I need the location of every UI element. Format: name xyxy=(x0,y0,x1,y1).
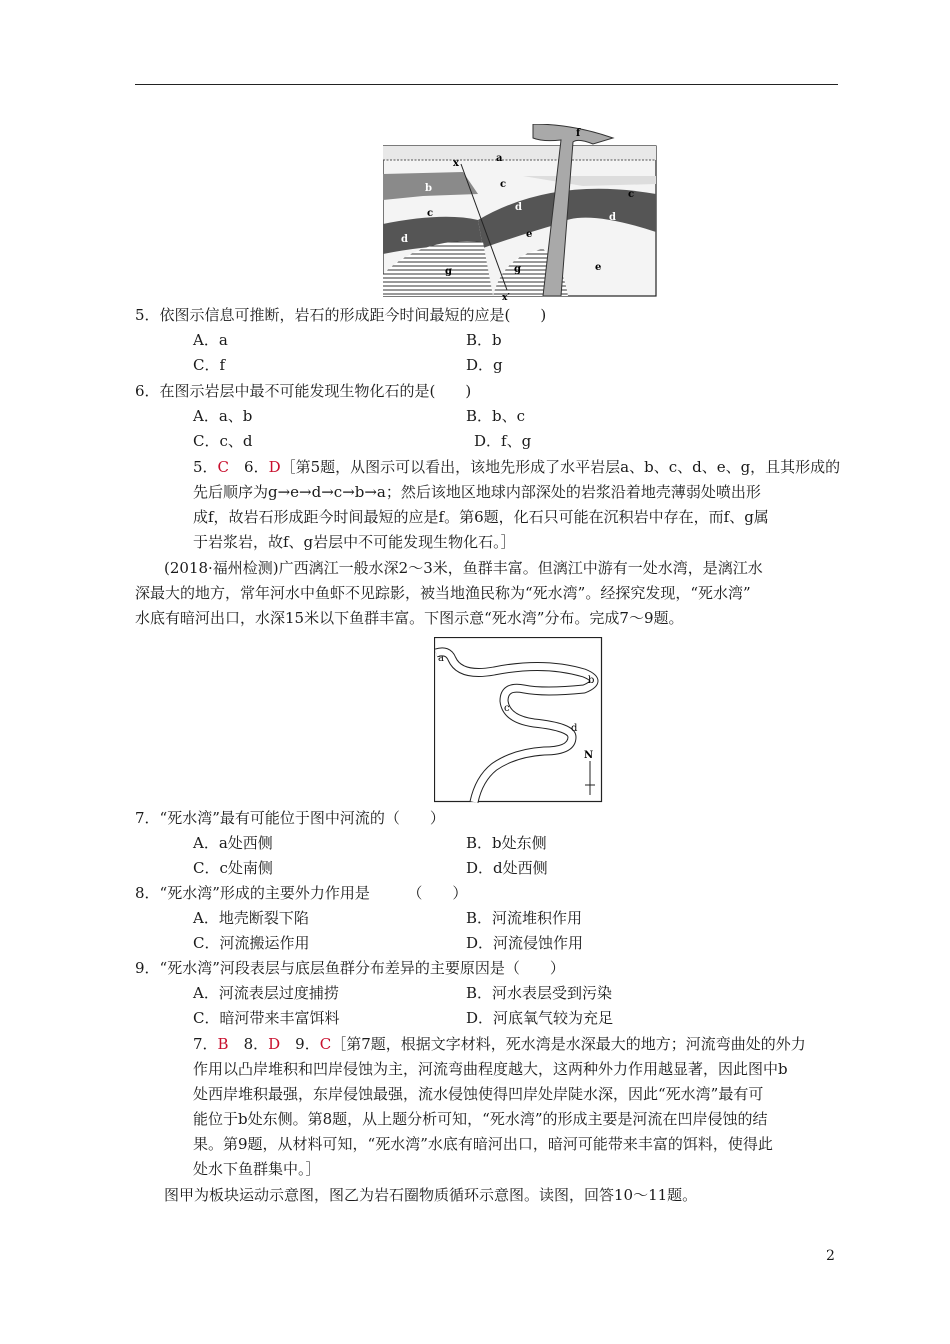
fig1-label-g-right: g xyxy=(514,264,521,275)
fig1-label-a: a xyxy=(496,153,503,164)
fig1-label-e-center: e xyxy=(526,229,533,240)
answer-8-prefix: 8． xyxy=(228,1035,269,1053)
q5-option-a: A．a xyxy=(193,331,228,349)
header-rule xyxy=(135,84,838,85)
answer-7-9-line5: 果。第9题，从材料可知，“死水湾”水底有暗河出口，暗河可能带来丰富的饵料，使得此 xyxy=(193,1135,773,1153)
answer-9-prefix: 9． xyxy=(280,1035,320,1053)
q8-option-b: B．河流堆积作用 xyxy=(466,909,583,927)
answer-7-9-line1 xyxy=(193,1034,806,1054)
fig1-label-d-right: d xyxy=(609,212,616,223)
fig1-label-b: b xyxy=(425,183,432,194)
q7-option-b: B．b处东侧 xyxy=(466,834,547,852)
q9-option-b: B．河水表层受到污染 xyxy=(466,984,613,1002)
fig1-label-c-right: c xyxy=(628,189,635,200)
q7-option-a: A．a处西侧 xyxy=(193,834,273,852)
q8-option-a: A．地壳断裂下陷 xyxy=(193,909,309,927)
fig2-label-c: c xyxy=(504,703,510,714)
answer-5-6-line2: 先后顺序为g→e→d→c→b→a；然后该地区地球内部深处的岩浆沿着地壳薄弱处喷出形 xyxy=(193,483,761,501)
answer-7-9-line4: 能位于b处东侧。第8题，从上题分析可知，“死水湾”的形成主要是河流在凹岸侵蚀的结 xyxy=(193,1110,768,1128)
answer-5-prefix: 5． xyxy=(193,458,218,476)
fig1-label-f: f xyxy=(576,128,581,139)
fig1-label-x-prime: x′ xyxy=(502,293,510,300)
q8-option-c: C．河流搬运作用 xyxy=(193,934,310,952)
fig1-label-g-left: g xyxy=(445,266,452,277)
fig1-label-x: x xyxy=(453,158,459,169)
q5-stem: 5．依图示信息可推断，岩石的形成距今时间最短的应是( ) xyxy=(135,306,547,324)
answer-5-6-line1 xyxy=(193,457,840,477)
q5-option-b: B．b xyxy=(466,331,502,349)
q6-option-d: D．f、g xyxy=(474,432,532,450)
answer-7: B xyxy=(217,1035,229,1053)
explanation-7-9-start: ［第7题，根据文字材料，死水湾是水深最大的地方；河流弯曲处的外力 xyxy=(331,1035,806,1053)
page-number: 2 xyxy=(826,1248,835,1264)
q6-stem: 6．在图示岩层中最不可能发现生物化石的是( ) xyxy=(135,382,472,400)
answer-5-6-line4: 于岩浆岩，故f、g岩层中不可能发现生物化石。］ xyxy=(193,533,516,551)
q9-stem: 9．“死水湾”河段表层与底层鱼群分布差异的主要原因是（ ） xyxy=(135,959,565,977)
q7-stem: 7．“死水湾”最有可能位于图中河流的（ ） xyxy=(135,809,445,827)
fig1-label-d-center: d xyxy=(515,202,522,213)
q6-option-c: C．c、d xyxy=(193,432,253,450)
answer-6-prefix: 6． xyxy=(229,458,269,476)
q8-option-d: D．河流侵蚀作用 xyxy=(466,934,584,952)
passage1-line1: (2018·福州检测)广西漓江一般水深2～3米，鱼群丰富。但漓江中游有一处水湾，是漓江水 xyxy=(164,559,763,577)
river-meander-figure xyxy=(434,637,603,803)
q5-option-c: C．f xyxy=(193,356,226,374)
q7-option-d: D．d处西侧 xyxy=(466,859,548,877)
geology-cross-section-figure xyxy=(383,124,658,300)
q9-option-d: D．河底氧气较为充足 xyxy=(466,1009,614,1027)
answer-7-9-line6: 处水下鱼群集中。］ xyxy=(193,1160,321,1178)
q7-option-c: C．c处南侧 xyxy=(193,859,273,877)
q6-option-a: A．a、b xyxy=(193,407,253,425)
fig1-label-c-center: c xyxy=(500,179,507,190)
answer-7-9-line3: 处西岸堆积最强，东岸侵蚀最强，流水侵蚀使得凹岸处岸陡水深，因此“死水湾”最有可 xyxy=(193,1085,764,1103)
passage1-line2: 深最大的地方，常年河水中鱼虾不见踪影，被当地渔民称为“死水湾”。经探究发现，“死水湾” xyxy=(135,584,751,602)
answer-6: D xyxy=(268,458,281,476)
q6-option-b: B．b、c xyxy=(466,407,526,425)
answer-5-6-line3: 成f，故岩石形成距今时间最短的应是f。第6题，化石只可能在沉积岩中存在，而f、g属 xyxy=(193,508,769,526)
q8-stem: 8．“死水湾”形成的主要外力作用是 （ ） xyxy=(135,884,468,902)
q5-option-d: D．g xyxy=(466,356,503,374)
fig2-label-b: b xyxy=(588,675,595,686)
fig1-label-d-left: d xyxy=(401,234,408,245)
fig1-label-c-left: c xyxy=(427,208,434,219)
passage2: 图甲为板块运动示意图，图乙为岩石圈物质循环示意图。读图，回答10～11题。 xyxy=(164,1186,698,1204)
answer-7-prefix: 7． xyxy=(193,1035,218,1053)
answer-7-9-line2: 作用以凸岸堆积和凹岸侵蚀为主，河流弯曲程度越大，这两种外力作用越显著，因此图中b xyxy=(193,1060,788,1078)
answer-5: C xyxy=(217,458,230,476)
answer-8: D xyxy=(268,1035,281,1053)
north-arrow-label: N xyxy=(584,750,594,761)
explanation-5-6-start: ［第5题，从图示可以看出，该地先形成了水平岩层a、b、c、d、e、g，且其形成的 xyxy=(280,458,841,476)
fig2-label-d: d xyxy=(571,723,578,734)
fig2-label-a: a xyxy=(438,653,444,664)
answer-9: C xyxy=(319,1035,332,1053)
q9-option-c: C．暗河带来丰富饵料 xyxy=(193,1009,340,1027)
fig1-label-e-right: e xyxy=(595,262,602,273)
q9-option-a: A．河流表层过度捕捞 xyxy=(193,984,339,1002)
passage1-line3: 水底有暗河出口，水深15米以下鱼群丰富。下图示意“死水湾”分布。完成7～9题。 xyxy=(135,609,684,627)
